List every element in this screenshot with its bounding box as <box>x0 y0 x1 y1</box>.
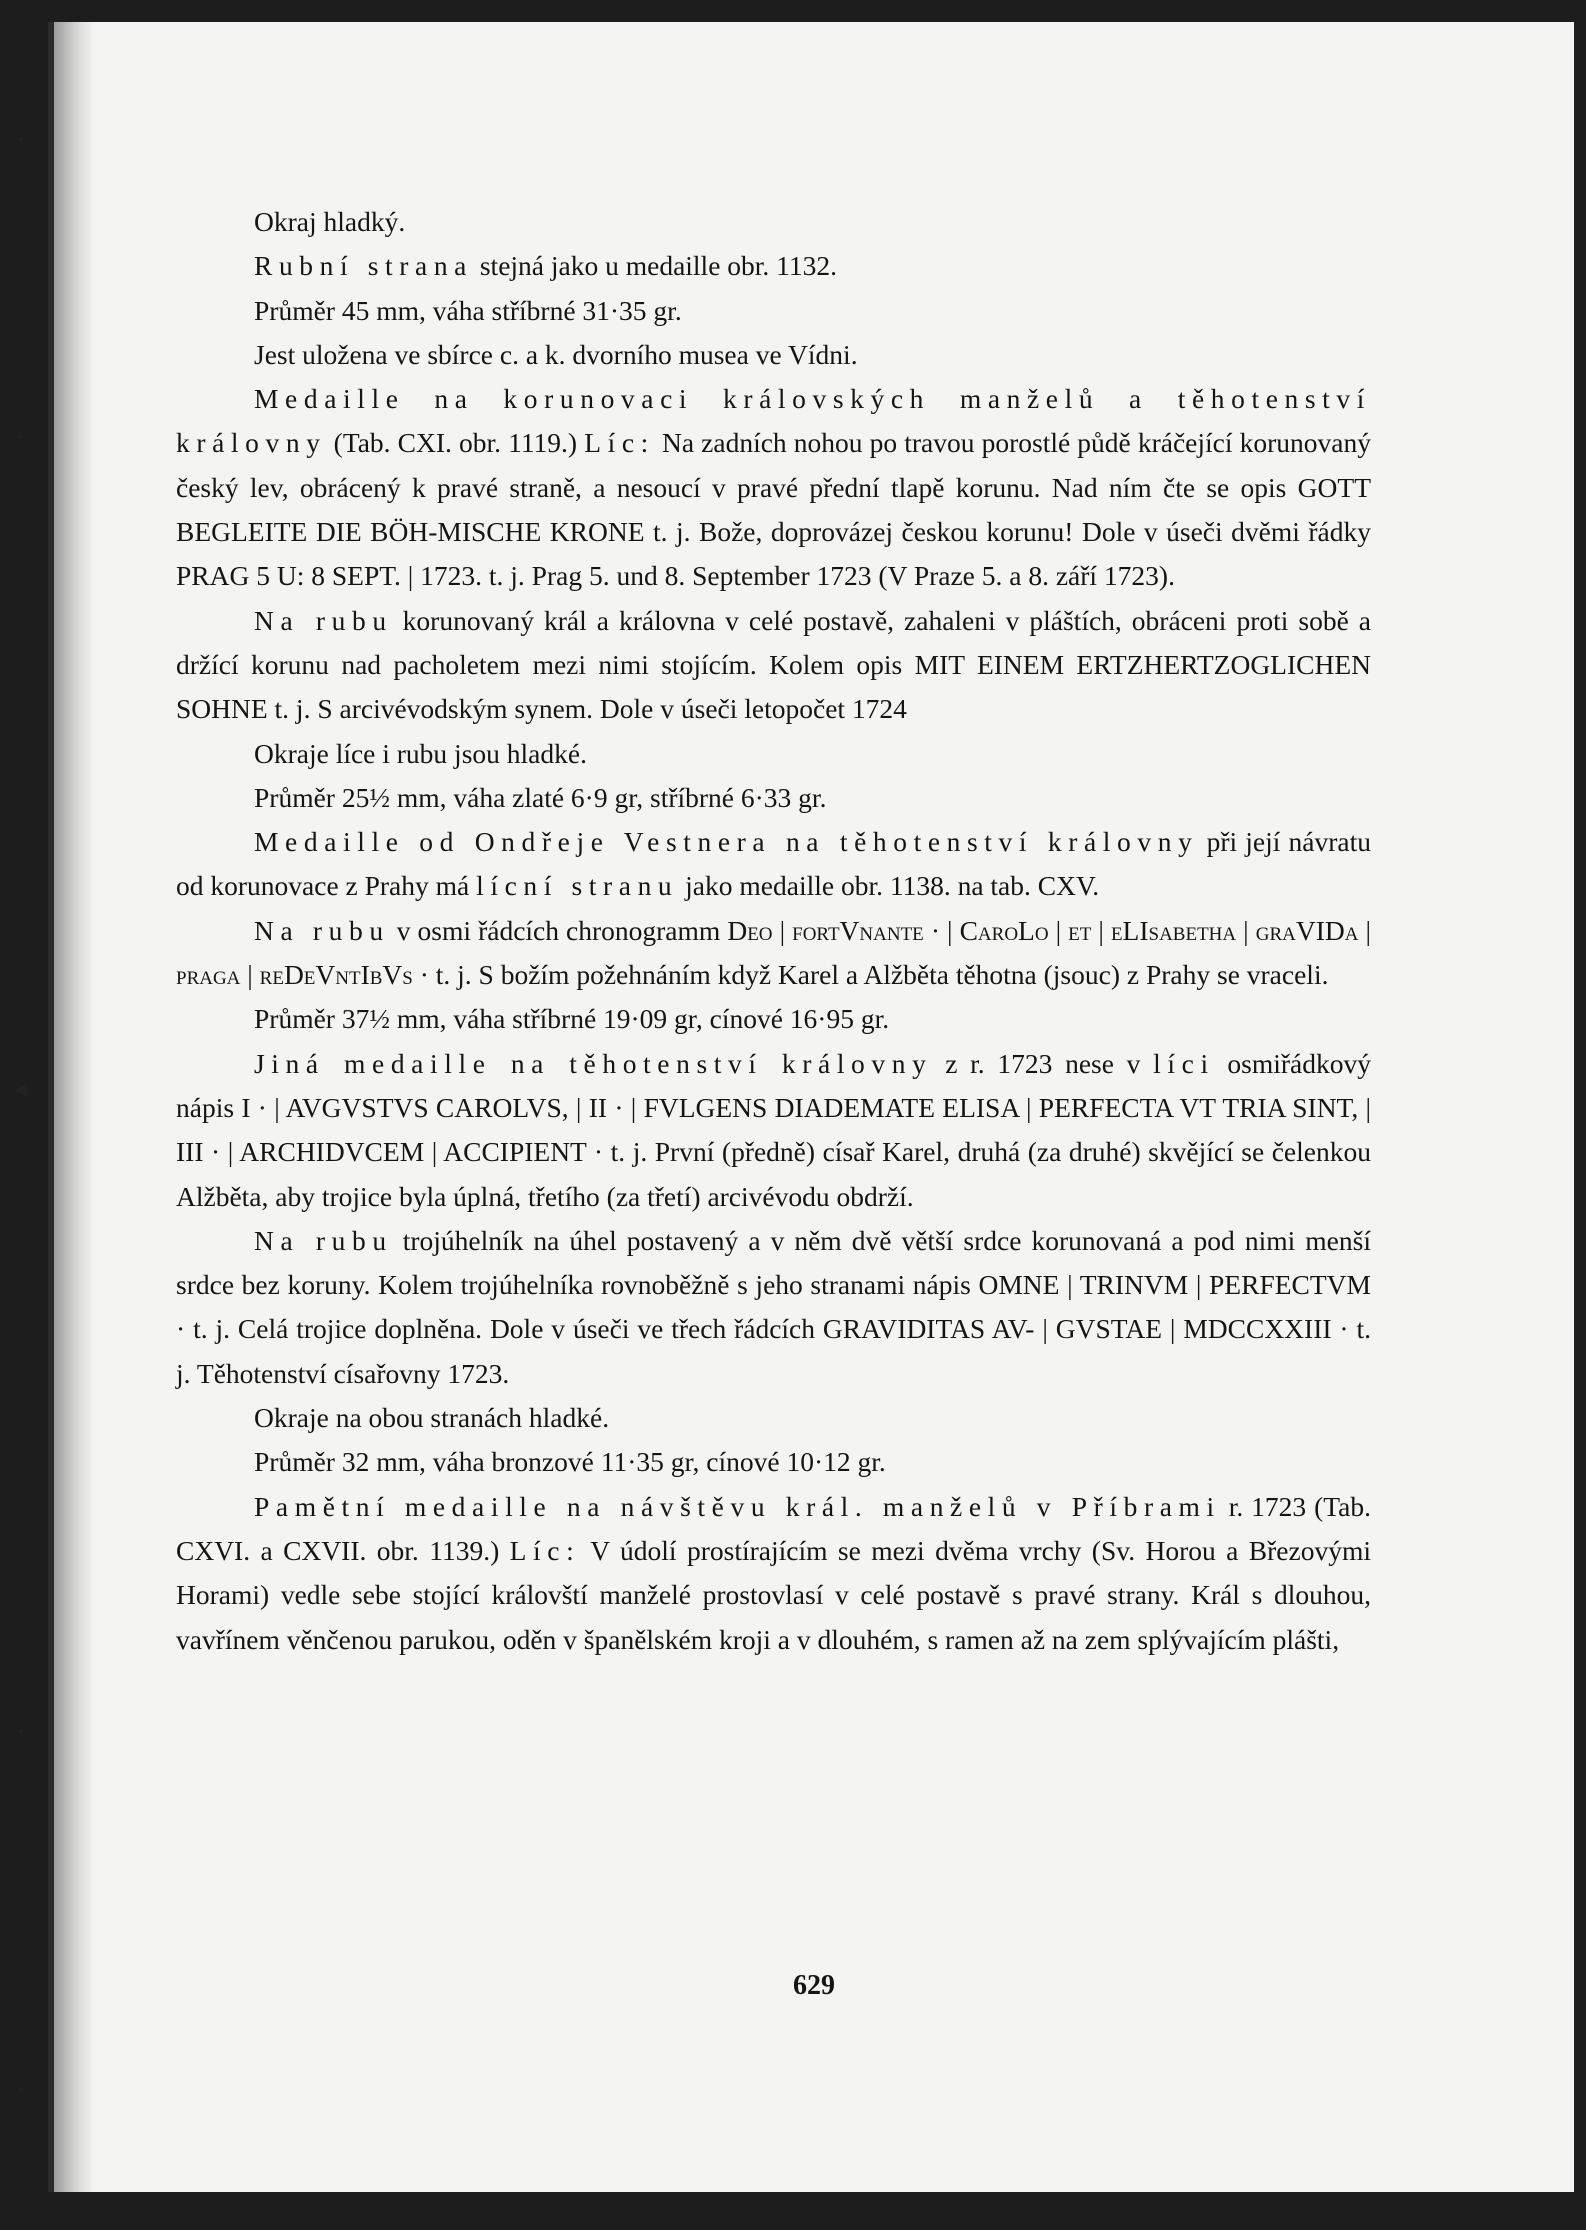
paragraph: Na rubu v osmi řádcích chronogramm Deo | fortVnante · | CaroLo | et | eLIsabetha | graVIDa | praga | reDeVntIbVs · t. j. S božím požehnáním když Karel a Alžběta těhotna (jsouc) z Prahy se vraceli. <box>176 914 1371 991</box>
paragraph: Průměr 37½ mm, váha stříbrné 19·09 gr, cínové 16·95 gr. <box>254 1003 890 1035</box>
paragraph: Průměr 45 mm, váha stříbrné 31·35 gr. <box>254 294 682 326</box>
paragraph: Okraj hladký. <box>254 206 406 237</box>
paragraph: Průměr 32 mm, váha bronzové 11·35 gr, cínové 10·12 gr. <box>254 1446 886 1478</box>
margin-dot-icon: • <box>18 1724 24 1741</box>
margin-dot-icon: • <box>18 132 24 149</box>
paragraph: Pamětní medaille na návštěvu král. manželů v Příbrami r. 1723 (Tab. CXVI. a CXVII. obr. 1139.) Líc: V údolí prostírajícím se mezi dvěma vrchy (Sv. Horou a Březovými Horami) vedle sebe stojící královští manželé prostovlasí v celé postavě s pravé strany. Král s dlouhou, vavřínem věnčenou parukou, oděn v španělském kroji a v dlouhém, s ramen až na zem splývajícím plášti, <box>176 1490 1371 1655</box>
paragraph: Průměr 25½ mm, váha zlaté 6·9 gr, stříbrné 6·33 gr. <box>254 781 827 813</box>
paragraph: Okraje líce i rubu jsou hladké. <box>254 737 587 769</box>
paragraph: Na rubu trojúhelník na úhel postavený a v něm dvě větší srdce korunovaná a pod nimi menší srdce bez koruny. Kolem trojúhelníka rovnoběžně s jeho stranami nápis OMNE | TRINVM | PERFECTVM · t. j. Celá trojice doplněna. Dole v úseči ve třech řádcích GRAVIDITAS AV- | GVSTAE | MDCCXXIII · t. j. Těhotenství císařovny 1723. <box>176 1224 1371 1389</box>
page-text <box>176 200 1371 1662</box>
paragraph: Jest uložena ve sbírce c. a k. dvorního musea ve Vídni. <box>254 338 858 370</box>
gutter-shadow <box>54 22 94 2192</box>
page-number: 629 <box>793 1970 835 2001</box>
paragraph: Na rubu korunovaný král a královna v celé postavě, zahaleni v pláštích, obráceni proti sobě a držící korunu nad pacholetem mezi nimi stojícím. Kolem opis MIT EINEM ERTZHERTZOGLICHEN SOHNE t. j. S arcivévodským synem. Dole v úseči letopočet 1724 <box>176 604 1371 725</box>
margin-arrow-icon: ◂ <box>14 1074 28 1103</box>
paragraph: Jiná medaille na těhotenství královny z r. 1723 nese v líci osmiřádkový nápis I · | AVGVSTVS CAROLVS, | II · | FVLGENS DIADEMATE ELISA | PERFECTA VT TRIA SINT, | III · | ARCHIDVCEM | ACCIPIENT · t. j. První (předně) císař Karel, druhá (za druhé) skvějící se čelenkou Alžběta, aby trojice byla úplná, třetího (za třetí) arcivévodu obdrží. <box>176 1047 1372 1212</box>
paragraph: Okraje na obou stranách hladké. <box>254 1402 610 1434</box>
paragraph: Medaille na korunovaci královských manželů a těhotenství královny (Tab. CXI. obr. 1119.) Líc: Na zadních nohou po travou porostlé půdě kráčející korunovaný český lev, obrácený k pravé straně, a nesoucí v pravé přední tlapě korunu. Nad ním čte se opis GOTT BEGLEITE DIE BÖH-MISCHE KRONE t. j. Bože, doprovázej českou korunu! Dole v úseči dvěmi řádky PRAG 5 U: 8 SEPT. | 1723. t. j. Prag 5. und 8. September 1723 (V Praze 5. a 8. září 1723). <box>176 383 1371 592</box>
paragraph: Rubní strana stejná jako u medaille obr. 1132. <box>254 250 838 282</box>
margin-tick-icon: - <box>16 422 24 447</box>
book-page <box>14 22 1574 2192</box>
margin-dot-icon: • <box>18 2082 24 2099</box>
paragraph: Medaille od Ondřeje Vestnera na těhotenství královny při její návratu od korunovace z Prahy má lícní stranu jako medaille obr. 1138. na tab. CXV. <box>176 826 1371 902</box>
